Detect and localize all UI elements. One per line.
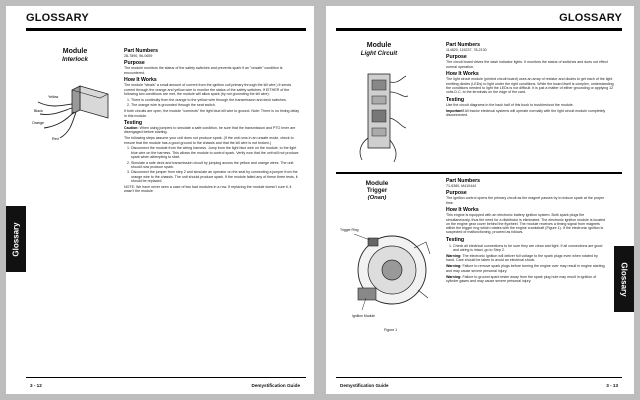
glossary-side-tab: [6, 206, 26, 272]
list-item: 1. Check all electrical connections to be sure they are clean and tight. If all connections are good and wiring is intact, go to Step 2.: [453, 244, 606, 253]
warning-text: Failure to ground spark tester away from the spark plug hole may result in ignition of cylinder gases and may cause severe personal injury.: [446, 274, 597, 283]
module-title-text: Module: [365, 180, 389, 187]
testing-text: The following steps assume your unit does not produce spark. (If the unit runs in an unsafe mode, check to ensure that the module has a good ground to the chassis and that the kill wire is not broken.): [124, 136, 294, 145]
glossary-side-tab: [614, 246, 634, 312]
warning-paragraph: [446, 254, 606, 263]
caution-text: When using jumpers to simulate a safe condition, be sure that the transmission and PTO lever are disengaged before starting.: [124, 126, 296, 135]
footer-rule: [26, 377, 306, 378]
purpose-heading: Purpose: [446, 190, 467, 197]
module-title: [342, 42, 416, 58]
interlock-module-diagram: [30, 74, 122, 142]
part-numbers: 71-6380, M410444: [446, 184, 477, 188]
footer-title: Demystification Guide: [251, 383, 300, 388]
wire-label-orange: Orange: [32, 121, 44, 125]
light-circuit-diagram: [354, 68, 410, 166]
warning-text: Failure to remove spark plugs before turning the engine over may result in engine starting and may cause severe personal injury.: [446, 264, 605, 273]
side-tab-label: Glossary: [11, 221, 21, 257]
module-title: [340, 180, 414, 202]
testing-text: Use the circuit diagrams in the back half of this book to troubleshoot the module.: [446, 102, 574, 107]
part-numbers: 114820, 115237, 78-2130: [446, 48, 487, 52]
light-circuit-text-column: [446, 42, 616, 119]
part-numbers: 28-7890, 96-0659: [124, 54, 153, 58]
how-text: The light circuit module (printed circuit board) uses an array of resistor and diodes to get each of the light emitting diodes (LEDs) to light under the right conditions. While the board itself is complex, understanding the conditions needed to light the LEDs is not difficult. It is just a matter of either grounding or applying 12 volts D.C. to the terminals on the edge of the card.: [446, 77, 614, 95]
how-heading: How It Works: [446, 207, 479, 214]
purpose-text: The module monitors the status of the safety switches and prevents spark if an "unsafe" condition is encountered.: [124, 66, 283, 75]
header-rule: [336, 28, 622, 31]
left-page: [6, 6, 314, 394]
important-text: All tractor electrical systems will operate normally with the light circuit module completely disconnected.: [446, 108, 606, 117]
warning-paragraph: [446, 275, 606, 284]
module-title-text: Module: [62, 48, 88, 55]
purpose-text: The circuit board drives the dash indicator lights. It monitors the status of switches and does not effect normal operation.: [446, 60, 608, 69]
footer-title: Demystification Guide: [340, 383, 389, 388]
interlock-text-column: [124, 48, 302, 195]
warning-label: Warning:: [446, 264, 462, 269]
module-subtitle: Trigger: [366, 187, 388, 194]
module-subtitle-2: (Onan): [367, 194, 387, 201]
testing-list: [446, 244, 606, 253]
warning-paragraph: [446, 264, 606, 273]
part-numbers-heading: Part Numbers: [124, 48, 159, 54]
warning-label: Warning:: [446, 254, 462, 259]
how-text-2: If both circuits are open, the module "connects" the light blue kill wire to ground. Note: There is no timing delay in this module.: [124, 109, 300, 118]
page-number: 3 - 12: [30, 383, 42, 388]
part-numbers-heading: Part Numbers: [446, 42, 481, 48]
module-subtitle: Light Circuit: [360, 50, 398, 58]
side-tab-label: Glossary: [619, 261, 629, 297]
figure-label-trigger-ring: Trigger Ring: [340, 228, 359, 232]
header-rule: [26, 28, 306, 31]
caution-paragraph: [124, 126, 302, 135]
important-paragraph: [446, 109, 616, 118]
warning-label: Warning:: [446, 274, 462, 279]
section-divider: [336, 172, 622, 174]
how-text: This engine is equipped with an electronic battery ignition system. Both spark plugs fire simultaneously, thus the need for a distributor is eliminated. The electronic ignition module is located on the engine gear cover behind the flywheel. The module receives a timing signal from magnets within the trigger ring which rotates with the engine crankshaft (Figure 1). If the electronic ignition is suspected of malfunctioning, proceed as follows.: [446, 213, 606, 235]
how-list: [124, 98, 302, 108]
figure-label-ignition-module: Ignition Module: [352, 314, 375, 318]
part-numbers-heading: Part Numbers: [446, 178, 481, 184]
page-header: GLOSSARY: [26, 12, 89, 24]
note-text: NOTE: We have never seen a case of two bad modules in a row. If replacing the module doesn't cure it, it wasn't the module.: [124, 184, 292, 194]
module-title: [38, 48, 112, 64]
wire-label-red: Red: [52, 137, 59, 141]
list-item: 2. Simulate a safe deck and transmission circuit by jumping across the yellow and orange wires. The unit should now produce spark.: [131, 161, 302, 170]
footer-rule: [336, 377, 622, 378]
page-number: 3 - 13: [606, 383, 618, 388]
right-page: [326, 6, 634, 394]
purpose-heading: Purpose: [124, 60, 145, 67]
how-text: The module "steals" a small amount of current from the ignition coil primary through the kill wire.) It sends current through the orange and yellow wire to monitor the status of the safety switches. If EITHER of the following two conditions are met, the module will allow spark (by not grounding the kill wire):: [124, 83, 292, 96]
warning-text: The electronic ignition will deliver full voltage to the spark plugs even when rotated by hand. Care should be taken to avoid an electrical shock.: [446, 254, 598, 263]
wire-label-yellow: Yellow: [48, 95, 59, 99]
list-item: 1. Disconnect the module from the wiring harness. Jump from the light blue wire on the module, to the light blue wire on the harness. This allows the module to control spark. Verify now that the unit will not produce spark when attempting to start.: [131, 146, 302, 159]
page-header: GLOSSARY: [559, 12, 622, 24]
list-item: 1. There is continuity from the orange to the yellow wire through the transmission and deck switches.: [131, 98, 302, 102]
module-subtitle: Interlock: [62, 56, 88, 64]
trigger-figure: [338, 224, 438, 324]
how-heading: How It Works: [124, 77, 157, 84]
module-title-text: Module: [366, 42, 392, 49]
caution-label: Caution:: [124, 126, 139, 131]
purpose-text: The ignition control opens the primary circuit as the magnet passes by to induce spark at the proper time.: [446, 196, 605, 205]
figure-caption: Figure 1: [384, 328, 398, 332]
list-item: 3. Disconnect the jumper from step 2 and simulate an operator on the seat by connecting a jumper from the orange wire to the chassis. The unit should produce spark. If the module failed any of these three tests, it should be replaced.: [131, 170, 302, 183]
wire-label-black: Black: [34, 109, 43, 113]
testing-heading: Testing: [446, 236, 465, 243]
testing-heading: Testing: [124, 120, 143, 127]
purpose-heading: Purpose: [446, 54, 467, 61]
important-label: Important!: [446, 108, 464, 113]
how-heading: How It Works: [446, 71, 479, 78]
list-item: 2. The orange wire is grounded through the seat switch.: [131, 103, 302, 107]
trigger-text-column: [446, 178, 606, 285]
testing-list: [124, 146, 302, 183]
testing-heading: Testing: [446, 96, 465, 103]
